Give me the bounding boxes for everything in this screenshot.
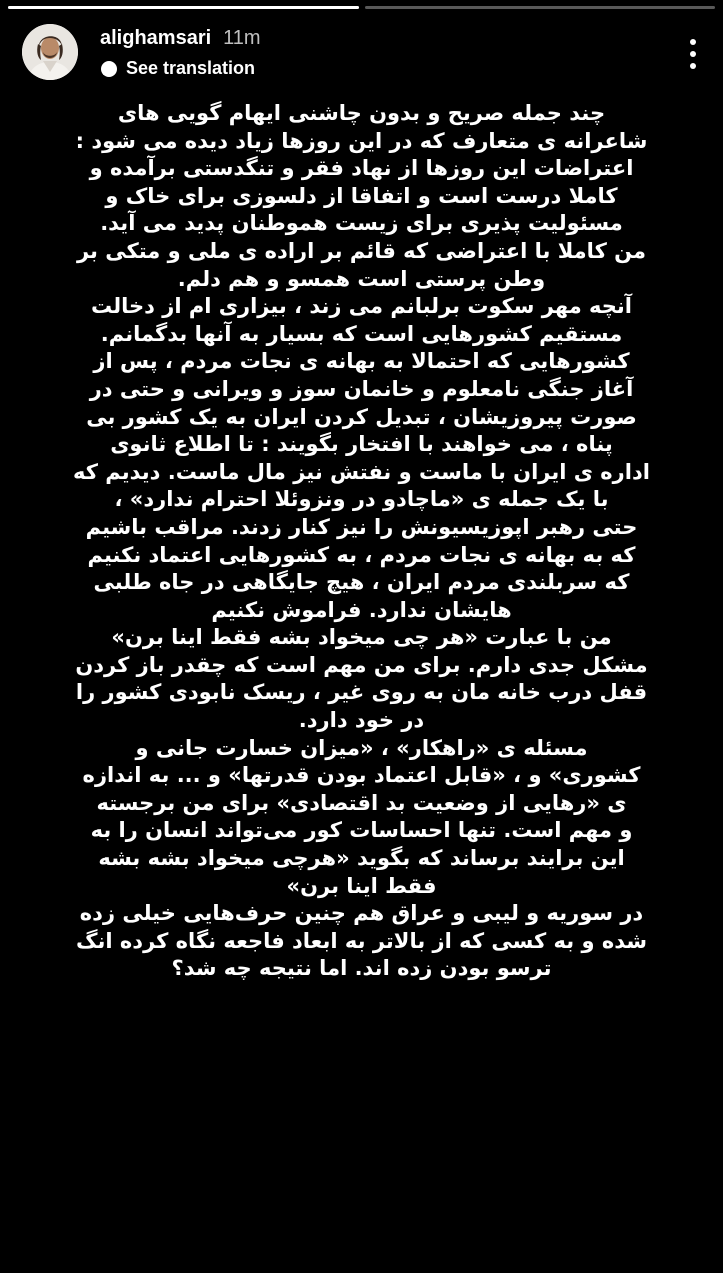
story-text-line: این برایند برساند که بگوید «هرچی میخواد بشه بشه xyxy=(98,846,625,871)
username[interactable]: alighamsari xyxy=(100,27,212,49)
username-row xyxy=(100,27,261,50)
story-text-line: کشوری» و ، «قابل اعتماد بودن قدرتها» و ... به اندازه xyxy=(82,763,641,788)
story-header xyxy=(22,24,705,84)
story-text-line: در سوریه و لیبی و عراق هم چنین حرف‌هایی خیلی زده xyxy=(79,901,644,926)
more-vertical-icon xyxy=(683,36,703,72)
story-text-line: شده و به کسی که از بالاتر به ابعاد فاجعه نگاه کرده انگ xyxy=(76,928,647,953)
story-text-line: که به بهانه ی نجات مردم ، به کشورهایی اعتماد نکنیم xyxy=(87,542,636,567)
story-text-line: اعتراضات این روزها از نهاد فقر و تنگدستی برآمده و xyxy=(89,156,634,181)
story-text-line: ی «رهایی از وضعیت بد اقتصادی» برای من برجسته xyxy=(96,790,627,815)
story-progress xyxy=(8,6,715,9)
story-text-line: در خود دارد. xyxy=(298,708,425,733)
story-progress-segment xyxy=(8,6,359,9)
story-text-line: فقط اینا برن» xyxy=(286,873,437,898)
story-text-line: مشکل جدی دارم. برای من مهم است که چقدر باز کردن xyxy=(75,652,648,677)
story-text-line: آغاز جنگی نامعلوم و خانمان سوز و ویرانی و حتی در xyxy=(89,376,634,401)
story-text-line: شاعرانه ی متعارف که در این روزها زیاد دیده می شود : xyxy=(75,128,648,153)
story-text-line: پناه ، می خواهند با افتخار بگویند : تا اطلاع ثانوی xyxy=(110,432,613,457)
story-text-line: هایشان ندارد. فراموش نکنیم xyxy=(211,597,512,622)
story-progress-fill xyxy=(8,6,359,9)
see-translation-button[interactable] xyxy=(100,58,255,79)
story-text-line: من با عبارت «هر چی میخواد بشه فقط اینا برن» xyxy=(111,625,612,650)
story-text-line: کشورهایی که احتمالا به بهانه ی نجات مردم ، پس از xyxy=(93,349,630,374)
story-text-line: من کاملا با اعتراضی که قائم بر اراده ی ملی و متکی بر xyxy=(76,238,646,263)
post-time: 11m xyxy=(223,27,261,49)
more-options-button[interactable] xyxy=(683,36,703,72)
avatar-image xyxy=(22,24,78,80)
story-text-line: و مهم است. تنها احساسات کور می‌تواند انسان را به xyxy=(90,818,633,843)
story-text-line: مسئولیت پذیری برای زیست هموطنان پدید می آید. xyxy=(100,211,623,236)
story-text-line: قفل درب خانه مان به روی غیر ، ریسک نابودی کشور را xyxy=(75,680,648,705)
avatar[interactable] xyxy=(22,24,78,80)
see-translation-label: See translation xyxy=(126,58,256,78)
story-text-line: حتی رهبر اپوزیسیونش را نیز کنار زدند. مراقب باشیم xyxy=(85,514,638,539)
story-text-line: که سربلندی مردم ایران ، هیچ جایگاهی در جاه طلبی xyxy=(93,570,630,595)
translate-bubble-icon xyxy=(100,60,118,78)
story-text xyxy=(6,100,717,983)
story-text-line: وطن پرستی است همسو و هم دلم. xyxy=(177,266,546,291)
story-progress-segment xyxy=(365,6,716,9)
story-text-line: آنچه مهر سکوت برلبانم می زند ، بیزاری ام از دخالت xyxy=(91,294,632,319)
story-text-line: مسئله ی «راهکار» ، «میزان خسارت جانی و xyxy=(135,735,588,760)
story-text-line: اداره ی ایران با ماست و نفتش نیز مال ماست. دیدیم که xyxy=(73,459,650,484)
story-text-line: ترسو بودن زده اند. اما نتیجه چه شد؟ xyxy=(171,956,552,981)
story-text-line: صورت پیروزیشان ، تبدیل کردن ایران به یک کشور بی xyxy=(86,404,637,429)
story-text-line: چند جمله صریح و بدون چاشنی ایهام گویی های xyxy=(117,101,606,125)
story-text-line: مستقیم کشورهایی است که بسیار به آنها بدگمانم. xyxy=(100,321,623,346)
story-text-line: کاملا درست است و اتفاقا از دلسوزی برای خاک و xyxy=(105,183,618,208)
story-text-line: با یک جمله ی «ماچادو در ونزوئلا احترام ندارد» ، xyxy=(114,487,609,512)
